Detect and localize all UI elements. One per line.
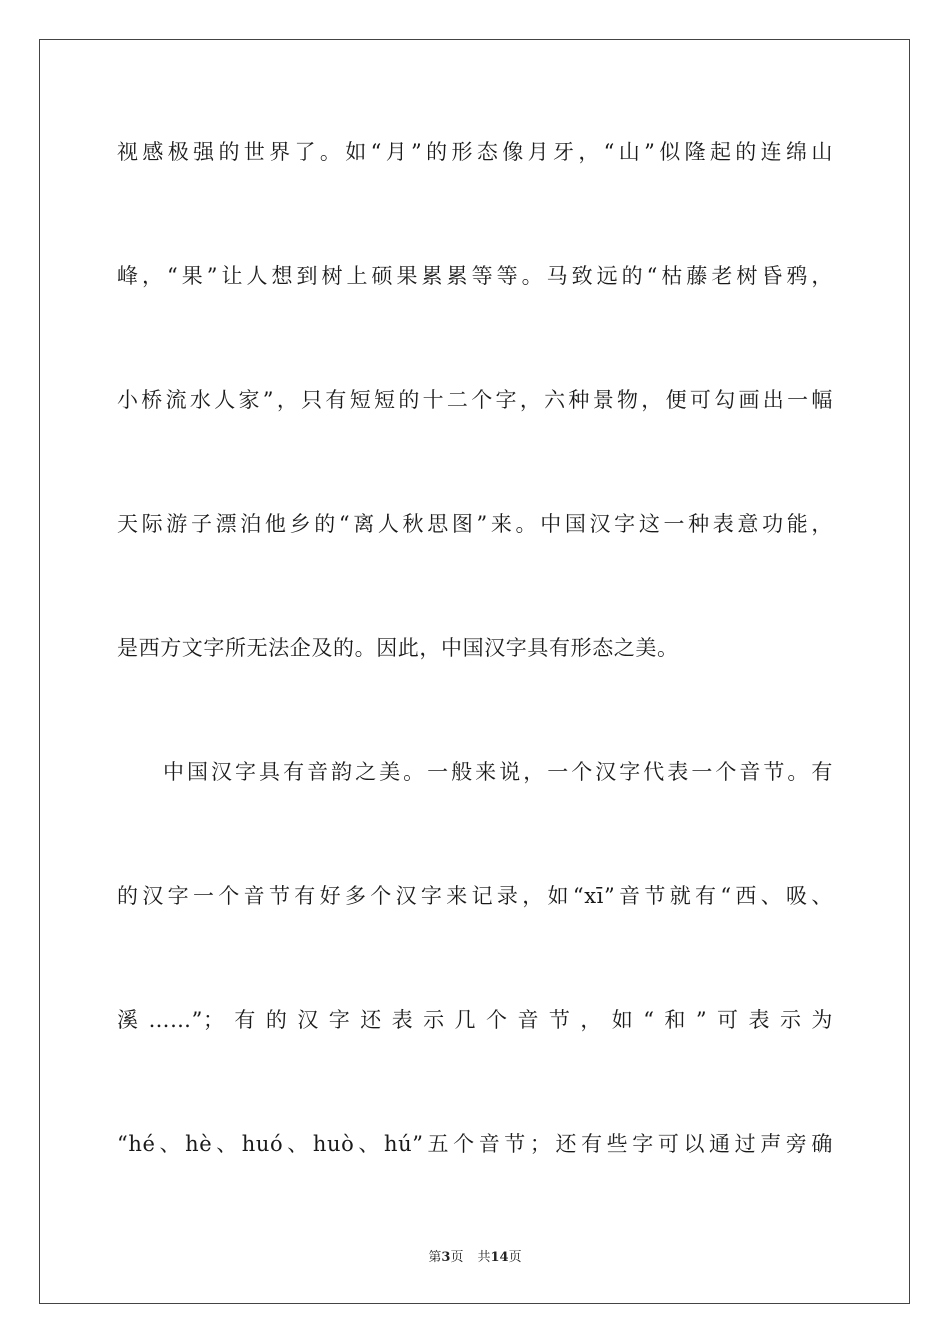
- footer-page-number: 3: [441, 1250, 451, 1265]
- footer-total-prefix: 共: [477, 1250, 491, 1265]
- text-line-9: “hé、hè、huó、huò、hú”五个音节；还有些字可以通过声旁确: [117, 1132, 833, 1156]
- text-line-4: 天际游子漂泊他乡的“离人秋思图”来。中国汉字这一种表意功能，: [117, 512, 833, 536]
- text-line-1: 视感极强的世界了。如“月”的形态像月牙，“山”似隆起的连绵山: [117, 140, 833, 164]
- page-footer: [0, 1246, 950, 1265]
- footer-page-prefix: 第: [428, 1250, 442, 1265]
- footer-total-pages: 14: [490, 1250, 509, 1265]
- text-line-3: 小桥流水人家”，只有短短的十二个字，六种景物，便可勾画出一幅: [117, 388, 833, 412]
- text-line-7: 的汉字一个音节有好多个汉字来记录，如“xī”音节就有“西、吸、: [117, 884, 833, 908]
- footer-total-suffix: 页: [508, 1250, 522, 1265]
- text-line-6-paragraph-start: 中国汉字具有音韵之美。一般来说，一个汉字代表一个音节。有: [163, 760, 833, 784]
- page-border: [39, 39, 910, 1304]
- text-line-5: 是西方文字所无法企及的。因此，中国汉字具有形态之美。: [117, 636, 679, 660]
- text-line-2: 峰，“果”让人想到树上硕果累累等等。马致远的“枯藤老树昏鸦，: [117, 264, 833, 288]
- text-line-8: 溪……”；有的汉字还表示几个音节，如“和”可表示为: [117, 1008, 833, 1032]
- footer-page-suffix: 页: [450, 1250, 464, 1265]
